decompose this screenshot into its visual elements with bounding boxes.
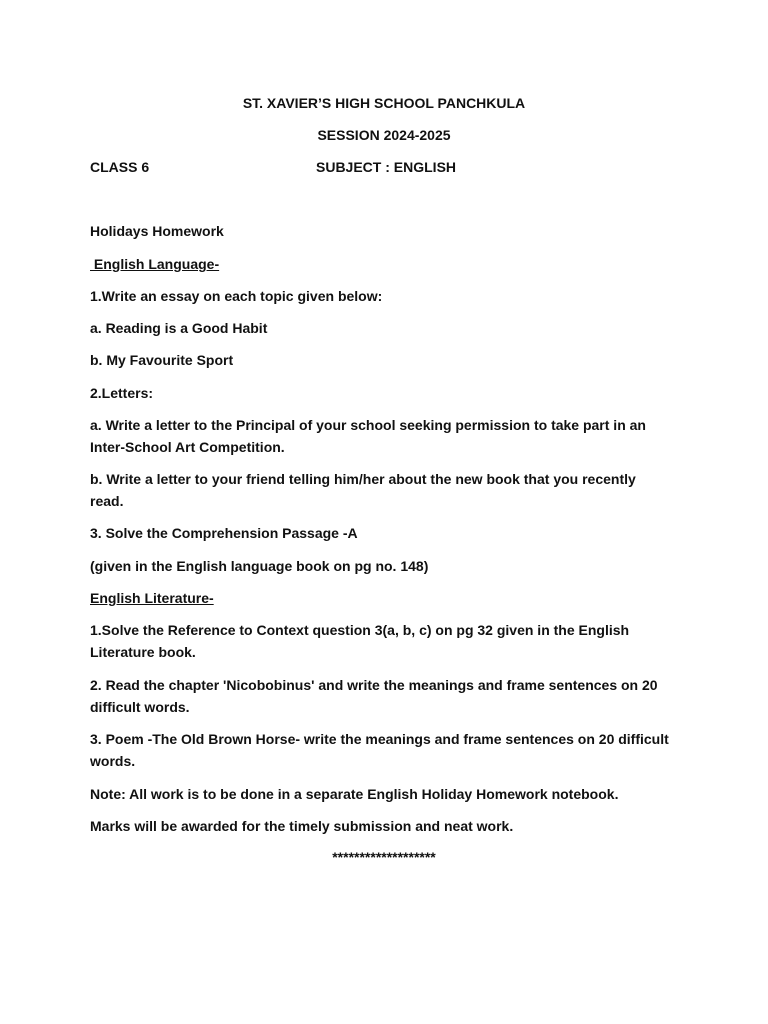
school-name: ST. XAVIER’S HIGH SCHOOL PANCHKULA	[242, 95, 526, 111]
divider-stars: *******************	[332, 849, 436, 865]
english-literature-heading: English Literature-	[90, 590, 214, 606]
question-2b-line1: b. Write a letter to your friend telling him/her about the new book that you recently	[90, 471, 636, 487]
question-2a-line2: Inter-School Art Competition.	[90, 439, 285, 455]
session: SESSION 2024-2025	[317, 127, 451, 143]
question-2a-line1: a. Write a letter to the Principal of your school seeking permission to take part in an	[90, 417, 646, 433]
question-2b-line2: read.	[90, 493, 124, 509]
question-3: 3. Solve the Comprehension Passage -A	[90, 525, 358, 541]
question-1a: a. Reading is a Good Habit	[90, 320, 268, 336]
subject-label: SUBJECT : ENGLISH	[316, 159, 457, 175]
lit-question-3-line2: words.	[90, 753, 136, 769]
document-title: Holidays Homework	[90, 223, 224, 239]
question-2: 2.Letters:	[90, 385, 154, 401]
english-language-heading: English Language-	[90, 256, 220, 272]
class-label: CLASS 6	[90, 159, 150, 175]
marks-note: Marks will be awarded for the timely submission and neat work.	[90, 818, 514, 834]
lit-question-2-line1: 2. Read the chapter 'Nicobobinus' and write the meanings and frame sentences on 20	[90, 677, 658, 693]
lit-question-1-line2: Literature book.	[90, 644, 196, 660]
note: Note: All work is to be done in a separate English Holiday Homework notebook.	[90, 786, 619, 802]
question-3-note: (given in the English language book on pg no. 148)	[90, 558, 429, 574]
question-1: 1.Write an essay on each topic given below:	[90, 288, 383, 304]
lit-question-1-line1: 1.Solve the Reference to Context question 3(a, b, c) on pg 32 given in the English	[90, 622, 630, 638]
lit-question-2-line2: difficult words.	[90, 699, 190, 715]
question-1b: b. My Favourite Sport	[90, 352, 234, 368]
lit-question-3-line1: 3. Poem -The Old Brown Horse- write the meanings and frame sentences on 20 difficult	[90, 731, 669, 747]
